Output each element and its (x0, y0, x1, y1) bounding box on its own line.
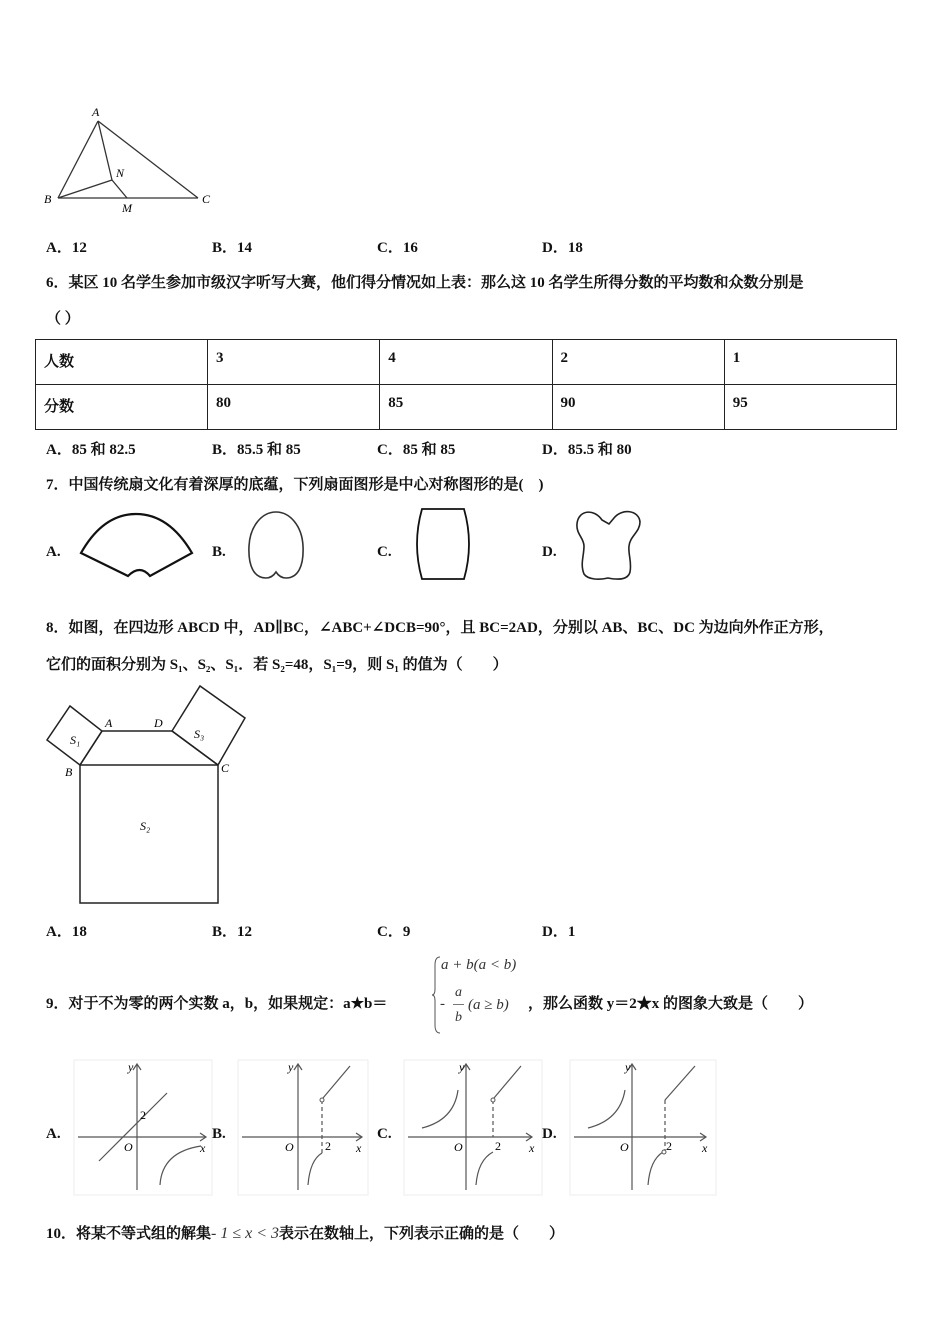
svg-text:O: O (124, 1140, 133, 1154)
q7-option-b[interactable]: B. (212, 544, 226, 560)
q9-case2-den: b (455, 1010, 462, 1025)
q8-option-a[interactable]: A．18 (46, 924, 87, 940)
svg-text:C: C (221, 761, 230, 775)
table-cell: 80 (208, 385, 380, 430)
q10-inequality: - 1 ≤ x < 3 (211, 1225, 280, 1242)
svg-text:B: B (44, 192, 52, 206)
svg-text:x: x (529, 1141, 535, 1155)
quadrilateral-squares-figure (40, 680, 260, 915)
q9-case2-cond: (a ≥ b) (468, 997, 509, 1013)
graph-d (570, 1060, 716, 1195)
q9-case2-prefix: - (440, 996, 445, 1012)
table-cell: 90 (552, 385, 724, 430)
fan-shape-d-icon (572, 506, 647, 584)
svg-text:x: x (200, 1141, 206, 1155)
svg-text:S₂: S₂ (140, 819, 151, 833)
q6-option-b[interactable]: B．85.5 和 85 (212, 442, 301, 458)
svg-text:A: A (105, 716, 113, 730)
row-header: 分数 (36, 385, 208, 430)
q7-option-a[interactable]: A. (46, 544, 61, 560)
q9-case1: a + b(a < b) (441, 957, 517, 973)
q8-option-c[interactable]: C．9 (377, 924, 411, 940)
svg-text:2: 2 (140, 1108, 146, 1122)
svg-text:y: y (625, 1060, 631, 1074)
q8-stem-line2: 它们的面积分别为 S₁、S₂、S₁．若 S₂=48，S₁=9，则 S₁ 的值为（ ） (46, 657, 508, 673)
q9-option-b[interactable]: B. (212, 1126, 226, 1142)
fan-shape-b-icon (244, 508, 309, 583)
q9-option-d[interactable]: D. (542, 1126, 557, 1142)
q5-option-a[interactable]: A．12 (46, 240, 87, 256)
svg-text:y: y (459, 1060, 465, 1074)
q9-stem-pre: 9．对于不为零的两个实数 a，b，如果规定：a★b＝ (46, 996, 388, 1012)
q6-stem-blank: （ ） (46, 311, 80, 327)
q8-option-d[interactable]: D．1 (542, 924, 576, 940)
fan-shape-a-icon (78, 508, 198, 583)
row-header: 人数 (36, 340, 208, 385)
svg-text:O: O (454, 1140, 463, 1154)
score-table (35, 339, 897, 430)
q9-stem-post: ，那么函数 y＝2★x 的图象大致是（ ） (528, 996, 814, 1012)
q9-option-a[interactable]: A. (46, 1126, 61, 1142)
svg-text:M: M (122, 201, 132, 215)
table-row (36, 340, 897, 385)
fan-shape-c-icon (408, 506, 480, 582)
q9-case2-num: a (455, 985, 462, 1000)
q6-option-a[interactable]: A．85 和 82.5 (46, 442, 136, 458)
q10-stem: 10．将某不等式组的解集- 1 ≤ x < 3表示在数轴上，下列表示正确的是（ ） (46, 1225, 565, 1242)
svg-text:y: y (288, 1060, 294, 1074)
table-cell: 3 (208, 340, 380, 385)
q6-stem: 6．某区 10 名学生参加市级汉字听写大赛，他们得分情况如上表：那么这 10 名学生所得分数的平均数和众数分别是 (46, 275, 804, 291)
svg-text:N: N (116, 166, 125, 180)
table-cell: 2 (552, 340, 724, 385)
q5-option-d[interactable]: D．18 (542, 240, 583, 256)
q6-option-d[interactable]: D．85.5 和 80 (542, 442, 632, 458)
svg-text:B: B (65, 765, 73, 779)
q5-option-b[interactable]: B．14 (212, 240, 253, 256)
graph-b (238, 1060, 368, 1195)
svg-text:2: 2 (666, 1139, 672, 1153)
table-row (36, 385, 897, 430)
svg-text:S₁: S₁ (70, 733, 81, 747)
svg-text:A: A (92, 105, 100, 119)
q8-option-b[interactable]: B．12 (212, 924, 253, 940)
q6-option-c[interactable]: C．85 和 85 (377, 442, 456, 458)
q5-option-c[interactable]: C．16 (377, 240, 418, 256)
table-cell: 95 (724, 385, 896, 430)
svg-text:x: x (702, 1141, 708, 1155)
q7-option-d[interactable]: D. (542, 544, 557, 560)
table-cell: 85 (380, 385, 552, 430)
table-cell: 1 (724, 340, 896, 385)
svg-text:x: x (356, 1141, 362, 1155)
svg-text:O: O (285, 1140, 294, 1154)
svg-text:y: y (128, 1060, 134, 1074)
svg-text:S₃: S₃ (194, 727, 205, 741)
q9-option-c[interactable]: C. (377, 1126, 392, 1142)
graph-c (404, 1060, 542, 1195)
svg-text:2: 2 (325, 1139, 331, 1153)
svg-text:C: C (202, 192, 211, 206)
q8-stem-line1: 8．如图，在四边形 ABCD 中，AD∥BC，∠ABC+∠DCB=90°，且 BC=2AD，分别以 AB、BC、DC 为边向外作正方形， (46, 620, 834, 636)
fraction-bar (453, 1004, 464, 1005)
triangle-figure (40, 100, 220, 220)
svg-text:2: 2 (495, 1139, 501, 1153)
q7-option-c[interactable]: C. (377, 544, 392, 560)
graph-a (74, 1060, 212, 1195)
svg-text:O: O (620, 1140, 629, 1154)
table-cell: 4 (380, 340, 552, 385)
q7-stem: 7．中国传统扇文化有着深厚的底蕴，下列扇面图形是中心对称图形的是( ) (46, 477, 544, 493)
svg-text:D: D (154, 716, 163, 730)
